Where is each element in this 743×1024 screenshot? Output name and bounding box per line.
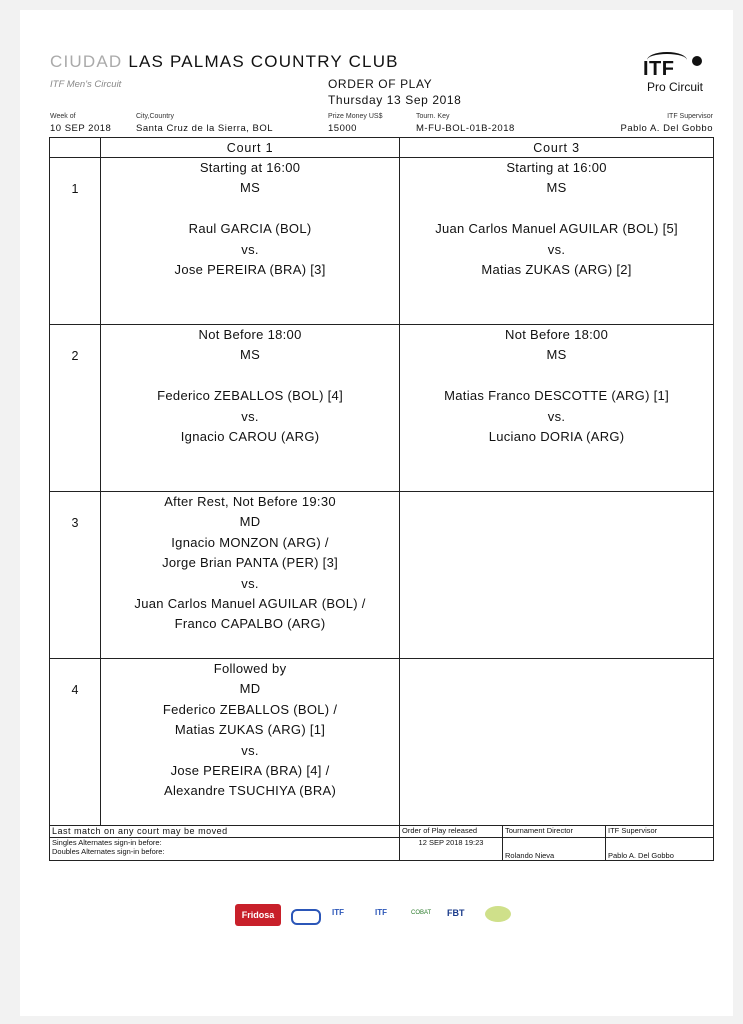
match-line: Not Before 18:00 xyxy=(505,327,609,342)
circuit-name: ITF Men's Circuit xyxy=(50,79,122,90)
match-line: Federico ZEBALLOS (BOL) [4] xyxy=(157,388,343,404)
match-line xyxy=(400,199,713,219)
singles-alternates: Singles Alternates sign-in before: xyxy=(52,838,162,847)
match-line: vs. xyxy=(241,575,259,591)
match-line: vs. xyxy=(241,241,259,257)
match-order-number: 4 xyxy=(71,683,79,697)
director-label: Tournament Director xyxy=(503,826,606,838)
match-line: Matias ZUKAS (ARG) [1] xyxy=(174,722,326,738)
week-value: 10 SEP 2018 xyxy=(50,123,112,134)
logo-pro-circuit-text: Pro Circuit xyxy=(647,80,704,94)
fridosa-logo: Fridosa xyxy=(235,904,281,926)
order-of-play-heading: ORDER OF PLAY xyxy=(328,77,433,91)
footer-supervisor-value: Pablo A. Del Gobbo xyxy=(606,838,714,861)
match-order-number: 2 xyxy=(71,349,79,363)
match-line: Jose PEREIRA (BRA) [3] xyxy=(174,261,326,277)
supervisor-label: ITF Supervisor xyxy=(667,113,713,120)
match-cell xyxy=(400,659,714,826)
match-line: Starting at 16:00 xyxy=(199,160,301,175)
itf-pro-circuit-small-logo: ITF xyxy=(375,908,387,917)
tennis-ball-icon xyxy=(692,56,702,66)
tournament-title xyxy=(50,52,399,72)
match-line: Matias ZUKAS (ARG) [2] xyxy=(481,261,632,277)
logo-itf-text: ITF xyxy=(643,58,675,80)
match-line xyxy=(400,366,713,386)
match-line: Followed by xyxy=(213,661,287,676)
schedule-row xyxy=(50,492,714,659)
sponsor-ring-logo-icon xyxy=(291,909,321,925)
match-line: Raul GARCIA (BOL) xyxy=(188,221,312,237)
court-header: Court 1 xyxy=(101,138,400,158)
club-name: LAS PALMAS COUNTRY CLUB xyxy=(128,52,399,71)
match-cell xyxy=(101,659,400,826)
schedule-body xyxy=(50,158,714,826)
match-line: MS xyxy=(240,180,261,196)
director-value: Rolando Nieva xyxy=(503,838,606,861)
cobat-logo: COBAT xyxy=(411,910,432,916)
city-value: Santa Cruz de la Sierra, BOL xyxy=(136,123,274,134)
supervisor-value: Pablo A. Del Gobbo xyxy=(620,123,713,134)
match-line: vs. xyxy=(547,408,566,424)
match-line: vs. xyxy=(241,408,259,424)
order-of-play-sheet xyxy=(20,10,733,1016)
fbt-logo: FBT xyxy=(447,908,465,918)
match-cell xyxy=(101,158,400,325)
match-cell xyxy=(400,158,714,325)
match-cell xyxy=(101,325,400,492)
schedule-row xyxy=(50,325,714,492)
court-header: Court 3 xyxy=(400,138,714,158)
match-order-cell xyxy=(50,325,101,492)
match-line: Luciano DORIA (ARG) xyxy=(488,428,625,444)
bce-logo-icon xyxy=(485,906,511,922)
itf-pro-circuit-logo xyxy=(625,48,715,98)
footer-table xyxy=(49,825,714,861)
match-cell xyxy=(400,492,714,659)
match-cell xyxy=(101,492,400,659)
match-line: Ignacio CAROU (ARG) xyxy=(180,428,320,444)
match-line: Jorge Brian PANTA (PER) [3] xyxy=(162,555,339,571)
match-order-cell xyxy=(50,158,101,325)
tourn-key-label: Tourn. Key xyxy=(416,113,450,120)
match-line: Alexandre TSUCHIYA (BRA) xyxy=(163,783,337,799)
tourn-key-value: M-FU-BOL-01B-2018 xyxy=(416,123,515,134)
last-match-note: Last match on any court may be moved xyxy=(50,826,400,838)
corner-cell xyxy=(50,138,101,158)
schedule-table xyxy=(49,137,714,826)
schedule-row xyxy=(50,659,714,826)
club-prefix: CIUDAD xyxy=(50,52,123,71)
itf-development-logo: ITF xyxy=(332,908,344,917)
match-order-number: 1 xyxy=(71,182,79,196)
prize-label: Prize Money US$ xyxy=(328,113,383,120)
match-line: MS xyxy=(240,347,261,363)
match-line: Juan Carlos Manuel AGUILAR (BOL) / xyxy=(134,595,366,611)
match-line: Jose PEREIRA (BRA) [4] / xyxy=(170,762,330,778)
match-line: MS xyxy=(546,347,567,363)
released-value: 12 SEP 2018 19:23 xyxy=(400,838,503,861)
match-cell xyxy=(400,325,714,492)
alternates-cell xyxy=(50,838,400,861)
play-date: Thursday 13 Sep 2018 xyxy=(328,93,462,107)
schedule-row xyxy=(50,158,714,325)
city-label: City,Country xyxy=(136,113,174,120)
footer-supervisor-label: ITF Supervisor xyxy=(606,826,714,838)
doubles-alternates: Doubles Alternates sign-in before: xyxy=(52,847,165,856)
match-line: Starting at 16:00 xyxy=(506,160,607,175)
match-line xyxy=(101,366,399,386)
match-line: Juan Carlos Manuel AGUILAR (BOL) [5] xyxy=(435,221,678,237)
match-line: Ignacio MONZON (ARG) / xyxy=(171,534,329,550)
match-line: Franco CAPALBO (ARG) xyxy=(174,616,326,632)
match-line: Not Before 18:00 xyxy=(198,327,302,342)
match-line: After Rest, Not Before 19:30 xyxy=(164,494,336,509)
match-order-cell xyxy=(50,492,101,659)
match-line: MD xyxy=(239,514,261,530)
week-label: Week of xyxy=(50,113,76,120)
match-line: vs. xyxy=(241,742,259,758)
prize-value: 15000 xyxy=(328,123,357,134)
match-line: Federico ZEBALLOS (BOL) / xyxy=(162,701,338,717)
match-order-number: 3 xyxy=(71,516,79,530)
match-line: vs. xyxy=(547,241,566,257)
court-header-row xyxy=(50,138,714,158)
match-order-cell xyxy=(50,659,101,826)
match-line: MD xyxy=(239,681,261,697)
match-line xyxy=(101,199,399,219)
sponsor-logos xyxy=(235,898,535,934)
released-label: Order of Play released xyxy=(400,826,503,838)
match-line: Matias Franco DESCOTTE (ARG) [1] xyxy=(444,388,669,404)
match-line: MS xyxy=(546,180,567,196)
